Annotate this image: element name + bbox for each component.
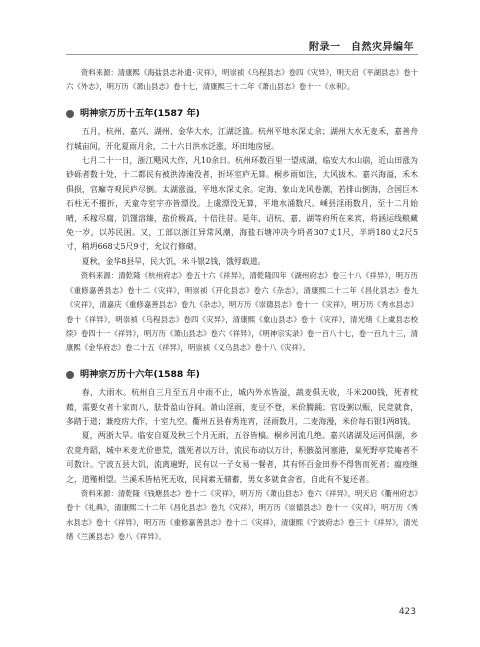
paragraph: 五月，杭州、嘉兴、湖州、金华大水，江湖泛滥。杭州平地水深丈余；湖州大水无麦禾，嘉善舟行城亩间，开化夏雨月余，二十六日洪水泛涨，坏田地房屋。 xyxy=(66,127,418,151)
bullet-icon xyxy=(66,371,74,379)
section-title-text: 明神宗万历十六年(1588 年) xyxy=(80,368,200,380)
source-note: 资料来源：清乾隆《杭州府志》卷五十六《祥异》，清乾隆四年《湖州府志》卷三十八《祥异》，明万历《重修嘉善县志》卷十二《灾祥》，明崇祯《开化县志》卷六《杂志》，清康熙二十二年《昌化县志》卷九《灾祥》，清嘉庆《重修嘉善县志》卷九《杂志》，明万历《崇德县志》卷十一《灾祥》，明万历《秀水县志》卷十《祥异》，明崇祯《乌程县志》卷四《灾异》，清康熙《象山县志》卷十《灾祥》，清光绪《上虞县志校续》卷四十一《祥异》，明万历《萧山县志》卷六《祥异》，《明神宗实录》卷一百八十七，卷一百九十三，清康熙《金华府志》卷二十五《祥异》，明崇祯《义乌县志》卷十八《灾祥》。 xyxy=(66,271,418,353)
bullet-icon xyxy=(66,110,74,118)
source-note: 资料来源：清乾隆《钱塘县志》卷十二《灾祥》，明万历《萧山县志》卷六《祥异》，明天启《衢州府志》卷十《礼典》，清康熙二十二年《昌化县志》卷九《灾祥》，明万历《崇德县志》卷十一《灾祥》，明万历《秀水县志》卷十《祥异》，明万历《重修嘉善县志》卷十二《灾祥》，清康熙《宁波府志》卷三十《祥异》，清光绪《兰溪县志》卷八《祥异》。 xyxy=(66,488,418,542)
page-content xyxy=(66,66,418,545)
running-head: 附录一 自然灾异编年 xyxy=(309,42,414,53)
intro-source-note: 资料来源：清康熙《海盐县志补遗·灾祥》，明崇祯《乌程县志》卷四《灾异》，明天启《平湖县志》卷十六《外志》，明万历《萧山县志》卷十七，清康熙三十二年《萧山县志》卷十一《水利》。 xyxy=(66,68,418,92)
paragraph: 七月二十一日，浙江飓风大作，凡10余日。杭州环数百里一望成湖，临安大水山崩，近山田涨为砂砾者数十处，十二都民有被洪涛淹没者，折坏室庐无算。桐乡雨如注，大风拔木。嘉兴海溢，禾木俱损，官廨寺观民庐尽倒。太湖涨溢，平地水深丈余。定海、象山龙风卷潮，若排山倒海，合国巨木石柱无不摧折，天童寺室宇亦皆漂没。上虞漂没无算，平地水涌数尺。嵊县淫雨数月，至十二月始晴，禾稼尽腐，饥馑溶臻，盐价极高，十倍往昔。是年，诏杭、嘉、湖等府所在来宾，将涵运线粮藏免一岁，以苏民困。又，工部以浙江异常风潮，海盐石塘冲决今坍者307丈1尺，半坍180丈2尺5寸，稍坍668丈5尺9寸，允议行修砌。 xyxy=(66,156,418,252)
header-rule xyxy=(66,54,418,55)
paragraph: 春，大雨水。杭州自三月至五月中雨不止，城内外水皆溢，蔬麦俱无收，斗米200钱，死者枕藉，需要女者十家而八，胠骨盈山谷间。萧山淫雨，麦豆不登，米价腾踊；官设粥以赈，民竞就食，多踏于道；兼疫疠大作，十室九空。衢州五县春秀连宵，淫雨数月，二麦海漫，米价每石银1两8钱。 xyxy=(66,388,418,426)
paragraph: 夏，两浙大旱。临安自夏及秋三个月无雨，五谷皆槁。桐乡河流几绝。嘉兴诸湖及运河俱涸，乡农竟舟蹈，城中米麦尤价患荒，饿死者以万计，流民布动以万计，积骸盈河塞港，臬死野亭荒庵者不可数计。宁波五县大饥，流离遍野，民有以一子女易一餐者，其有怀百金田券不得售而死者；瘟疫继之，道殣相望。兰溪禾皆枯死无收，民间素无储蓄，男女多就食舍省，自此有不复还者。 xyxy=(66,431,418,484)
spacer xyxy=(66,356,418,362)
section-title-1588 xyxy=(66,368,418,382)
paragraph: 夏秋，金华8县旱，民大饥，米斗银2钱，饿殍载道。 xyxy=(81,256,266,266)
page-number: 423 xyxy=(398,607,416,617)
spacer xyxy=(66,95,418,101)
section-title-1587 xyxy=(66,107,418,121)
section-title-text: 明神宗万历十五年(1587 年) xyxy=(80,107,200,119)
